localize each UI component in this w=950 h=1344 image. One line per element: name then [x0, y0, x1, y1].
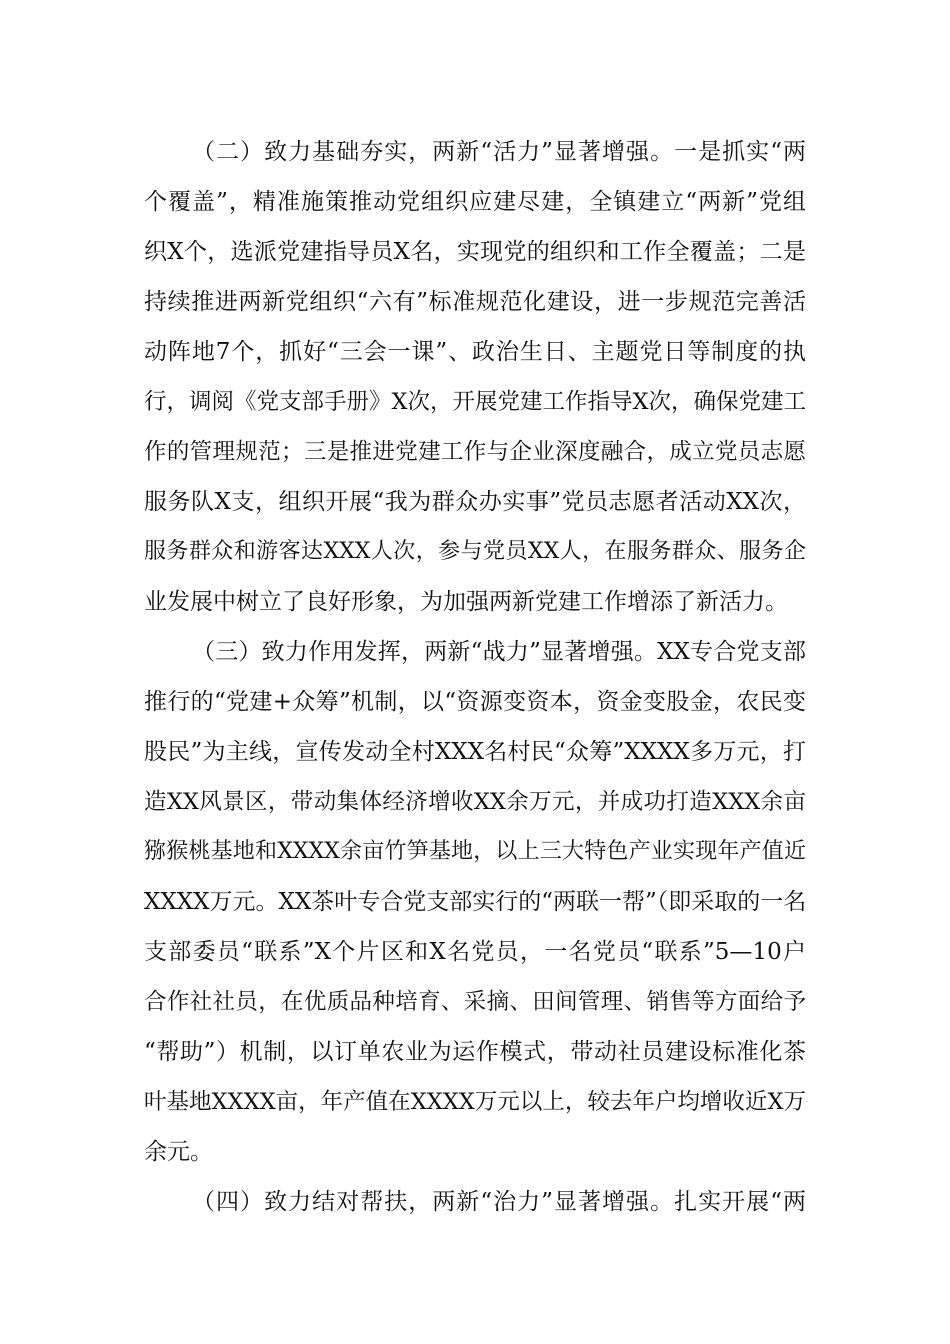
section-2-line-5: 动阵地7个，抓好“三会一课”、政治生日、主题党日等制度的执: [144, 339, 806, 365]
section-2-line-8: 服务队X支，组织开展“我为群众办实事”党员志愿者活动XX次，: [144, 489, 806, 515]
section-2-line-10: 业发展中树立了良好形象，为加强两新党建工作增添了新活力。: [144, 589, 788, 615]
section-2-line-2: 个覆盖”，精准施策推动党组织应建尽建，全镇建立“两新”党组: [144, 189, 806, 215]
section-3-line-4: 造XX风景区，带动集体经济增收XX余万元，并成功打造XXX余亩: [144, 789, 806, 815]
section-3-line-1: （三）致力作用发挥，两新“战力”显著增强。XX专合党支部: [192, 639, 806, 665]
section-3-line-9: “帮助”）机制，以订单农业为运作模式，带动社员建设标准化茶: [144, 1039, 806, 1065]
section-3-line-5: 猕猴桃基地和XXXX余亩竹笋基地，以上三大特色产业实现年产值近: [144, 839, 806, 864]
section-2-line-9: 服务群众和游客达XXX人次，参与党员XX人，在服务群众、服务企: [144, 539, 806, 564]
section-4-line-1: （四）致力结对帮扶，两新“治力”显著增强。扎实开展“两: [192, 1189, 806, 1215]
section-3-line-10: 叶基地XXXX亩，年产值在XXXX万元以上，较去年户均增收近X万: [144, 1089, 806, 1115]
section-3-line-2: 推行的“党建+众筹”机制，以“资源变资本，资金变股金，农民变: [144, 689, 806, 715]
section-2-line-6: 行，调阅《党支部手册》X次，开展党建工作指导X次，确保党建工: [144, 389, 807, 415]
section-3-line-8: 合作社社员，在优质品种培育、采摘、田间管理、销售等方面给予: [144, 989, 806, 1015]
section-2-line-7: 作的管理规范；三是推进党建工作与企业深度融合，成立党员志愿: [144, 439, 806, 465]
section-2-line-1: （二）致力基础夯实，两新“活力”显著增强。一是抓实“两: [192, 139, 806, 165]
section-3-line-7: 支部委员“联系”X个片区和X名党员，一名党员“联系”5—10户: [144, 939, 806, 965]
section-2-line-4: 持续推进两新党组织“六有”标准规范化建设，进一步规范完善活: [144, 289, 806, 315]
section-2-line-3: 织X个，选派党建指导员X名，实现党的组织和工作全覆盖；二是: [144, 239, 806, 265]
section-3-line-3: 股民”为主线，宣传发动全村XXX名村民“众筹”XXXX多万元，打: [144, 739, 806, 765]
section-3-line-11: 余元。: [144, 1139, 213, 1165]
section-3-line-6: XXXX万元。XX茶叶专合党支部实行的“两联一帮”（即采取的一名: [144, 889, 807, 915]
